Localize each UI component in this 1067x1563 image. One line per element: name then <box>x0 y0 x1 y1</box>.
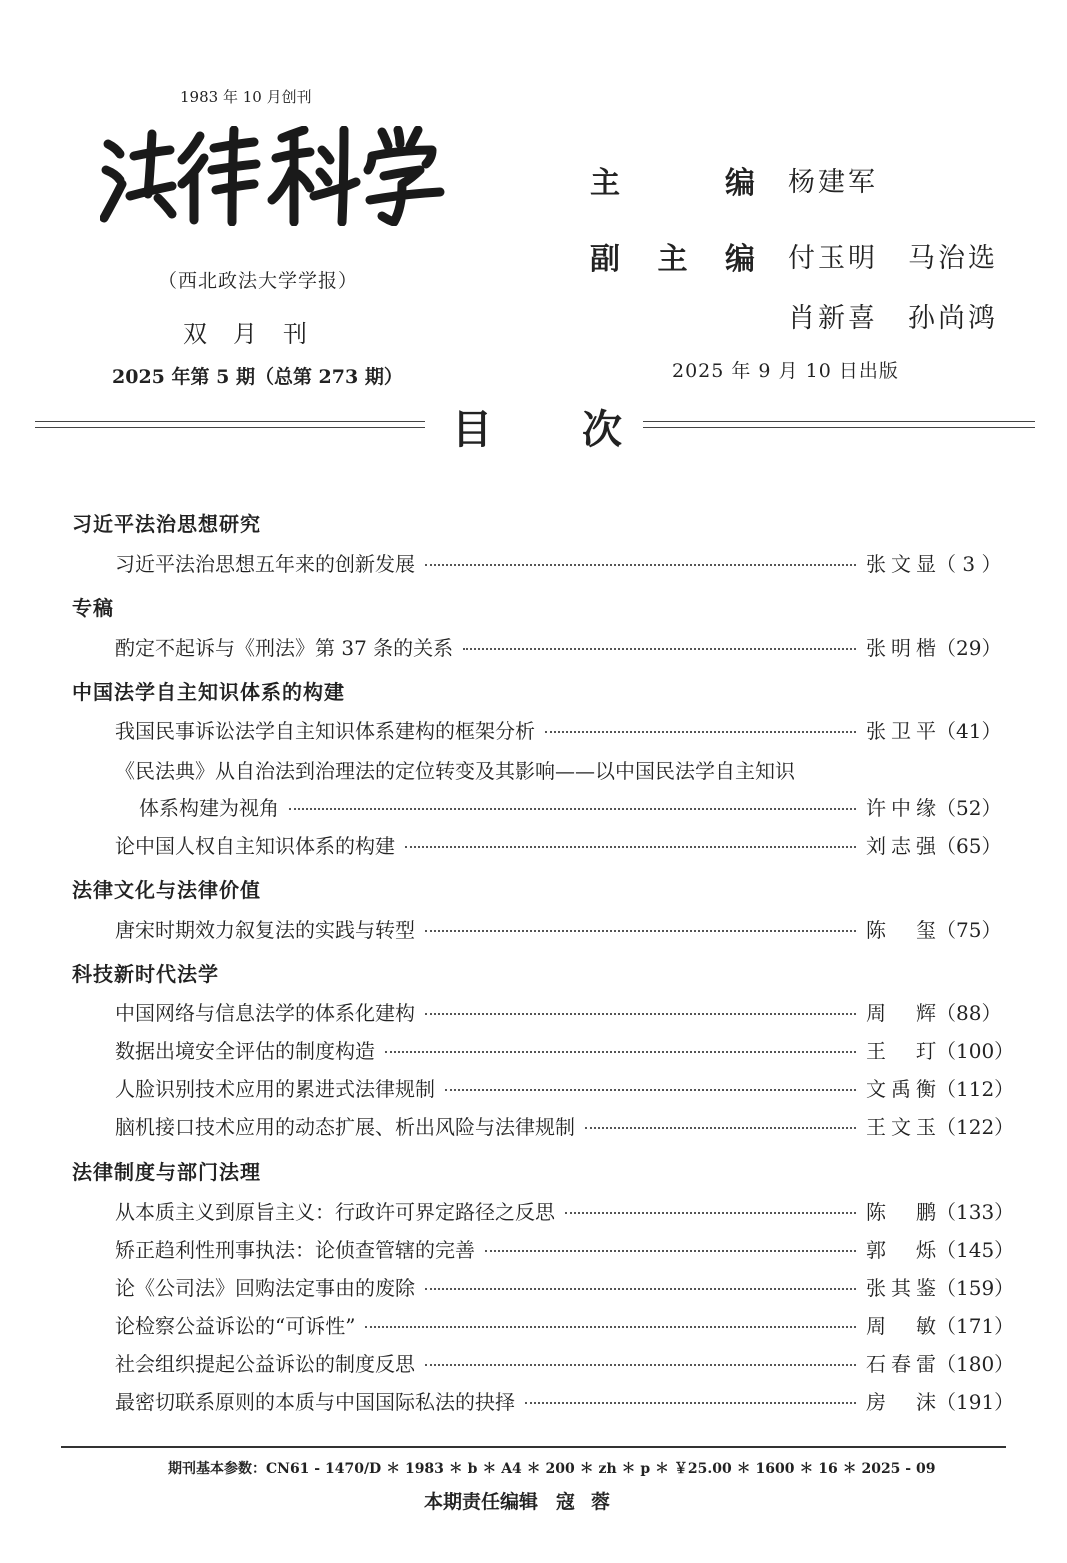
article-title: 矫正趋利性刑事执法：论侦查管辖的完善 <box>115 1237 475 1262</box>
toc-entry[interactable] <box>115 1195 1015 1225</box>
label-char: 编 <box>725 166 755 201</box>
article-author: 周 辉 <box>866 1000 936 1025</box>
leader-dots <box>463 648 856 650</box>
article-title: 从本质主义到原旨主义：行政许可界定路径之反思 <box>115 1199 555 1224</box>
label-char: 主 <box>657 242 688 277</box>
article-title: 最密切联系原则的本质与中国国际私法的抉择 <box>115 1389 515 1414</box>
double-rule-divider <box>35 421 425 428</box>
article-author: 刘志强 <box>866 833 936 858</box>
footer-divider <box>61 1446 1006 1448</box>
leader-dots <box>425 930 856 932</box>
article-author: 陈 鹏 <box>866 1199 936 1224</box>
article-author: 郭 烁 <box>866 1237 936 1262</box>
leader-dots <box>565 1212 856 1214</box>
article-page: （75） <box>936 917 1002 942</box>
article-page: （191） <box>936 1389 1015 1414</box>
double-rule-divider <box>643 421 1035 428</box>
article-title: 唐宋时期效力叙复法的实践与转型 <box>115 917 415 942</box>
founded-date: 1983 年 10 月创刊 <box>180 88 312 106</box>
toc-title-char: 次 <box>582 407 622 453</box>
article-page: （159） <box>936 1275 1015 1300</box>
toc-entry[interactable] <box>115 631 1002 661</box>
article-author: 石春雷 <box>866 1351 936 1376</box>
leader-dots <box>445 1089 856 1091</box>
toc-entry[interactable] <box>115 996 1002 1026</box>
issue-number: 2025 年第 5 期（总第 273 期） <box>112 366 403 388</box>
deputy-editor-names: 付玉明 马治选 <box>788 243 998 274</box>
leader-dots <box>405 846 856 848</box>
journal-parameters: 期刊基本参数：CN61 - 1470/D ＊ 1983 ＊ b ＊ A4 ＊ 200 ＊ zh ＊ p ＊ ￥25.00 ＊ 1600 ＊ 16 ＊ 2025 - 09 <box>168 1461 936 1477</box>
journal-subtitle: （西北政法大学学报） <box>158 270 359 292</box>
leader-dots <box>485 1250 856 1252</box>
article-author: 文禹衡 <box>866 1076 936 1101</box>
article-author: 许中缘 <box>866 795 936 820</box>
article-title: 我国民事诉讼法学自主知识体系建构的框架分析 <box>115 718 535 743</box>
article-author: 张明楷 <box>866 635 936 660</box>
leader-dots <box>425 1288 856 1290</box>
article-author: 张文显 <box>866 551 936 576</box>
toc-entry[interactable] <box>115 1233 1015 1263</box>
leader-dots <box>545 731 856 733</box>
article-author: 周 敏 <box>866 1313 936 1338</box>
label-char: 编 <box>725 242 755 277</box>
article-page: （41） <box>936 718 1002 743</box>
responsible-editor <box>424 1487 626 1514</box>
article-title: 社会组织提起公益诉讼的制度反思 <box>115 1351 415 1376</box>
toc-entry[interactable] <box>115 714 1002 744</box>
toc-title-char: 目 <box>452 407 492 453</box>
leader-dots <box>425 564 856 566</box>
article-author: 张其鉴 <box>866 1275 936 1300</box>
deputy-editor-label <box>590 234 755 278</box>
article-title: 论检察公益诉讼的“可诉性” <box>115 1313 356 1338</box>
toc-entry[interactable] <box>115 1072 1015 1102</box>
toc-section-heading: 中国法学自主知识体系的构建 <box>72 680 345 704</box>
leader-dots <box>385 1051 856 1053</box>
article-title: 习近平法治思想五年来的创新发展 <box>115 551 415 576</box>
toc-entry[interactable] <box>139 791 1002 821</box>
article-title: 酌定不起诉与《刑法》第 37 条的关系 <box>115 635 454 660</box>
toc-section-heading: 法律文化与法律价值 <box>72 878 261 902</box>
article-author: 张卫平 <box>866 718 936 743</box>
article-title: 数据出境安全评估的制度构造 <box>115 1038 375 1063</box>
article-title-line[interactable]: 《民法典》从自治法到治理法的定位转变及其影响——以中国民法学自主知识 <box>115 759 795 783</box>
article-page: （171） <box>936 1313 1015 1338</box>
chief-editor-label <box>590 158 755 202</box>
deputy-editor-names: 肖新喜 孙尚鸿 <box>788 303 998 334</box>
responsible-editor-name: 寇蓉 <box>556 1491 627 1513</box>
article-page: （ 3 ） <box>936 551 1002 576</box>
article-page: （122） <box>936 1114 1015 1139</box>
toc-section-heading: 科技新时代法学 <box>72 962 219 986</box>
toc-entry[interactable] <box>115 829 1002 859</box>
leader-dots <box>365 1326 856 1328</box>
toc-entry[interactable] <box>115 1347 1015 1377</box>
article-page: （145） <box>936 1237 1015 1262</box>
article-author: 王 玎 <box>866 1038 936 1063</box>
article-title: 论《公司法》回购法定事由的废除 <box>115 1275 415 1300</box>
toc-entry[interactable] <box>115 1271 1015 1301</box>
toc-section-heading: 专稿 <box>72 596 114 620</box>
article-page: （52） <box>936 795 1002 820</box>
article-page: （100） <box>936 1038 1015 1063</box>
toc-section-heading: 法律制度与部门法理 <box>72 1160 261 1184</box>
article-title: 论中国人权自主知识体系的构建 <box>115 833 395 858</box>
chief-editor-name: 杨建军 <box>788 167 878 198</box>
toc-entry[interactable] <box>115 1110 1015 1140</box>
calligraphy-logo-icon <box>100 126 445 226</box>
article-author: 陈 玺 <box>866 917 936 942</box>
leader-dots <box>585 1127 856 1129</box>
leader-dots <box>289 808 856 810</box>
article-page: （88） <box>936 1000 1002 1025</box>
label-char: 主 <box>590 166 620 201</box>
article-title: 脑机接口技术应用的动态扩展、析出风险与法律规制 <box>115 1114 575 1139</box>
toc-entry[interactable] <box>115 1385 1015 1415</box>
article-title: 人脸识别技术应用的累进式法律规制 <box>115 1076 435 1101</box>
leader-dots <box>425 1364 856 1366</box>
article-title: 体系构建为视角 <box>139 795 279 820</box>
article-page: （29） <box>936 635 1002 660</box>
label-char: 副 <box>590 242 620 277</box>
article-page: （112） <box>936 1076 1015 1101</box>
toc-title <box>452 398 622 455</box>
publish-date: 2025 年 9 月 10 日出版 <box>672 360 899 382</box>
journal-logo <box>100 126 445 226</box>
article-author: 房 沫 <box>866 1389 936 1414</box>
toc-section-heading: 习近平法治思想研究 <box>72 512 261 536</box>
article-page: （65） <box>936 833 1002 858</box>
toc-entry[interactable] <box>115 1309 1015 1339</box>
article-page: （133） <box>936 1199 1015 1224</box>
article-title: 中国网络与信息法学的体系化建构 <box>115 1000 415 1025</box>
publication-frequency: 双月刊 <box>183 320 333 348</box>
toc-entry[interactable] <box>115 913 1002 943</box>
article-author: 王文玉 <box>866 1114 936 1139</box>
article-page: （180） <box>936 1351 1015 1376</box>
toc-entry[interactable] <box>115 1034 1015 1064</box>
responsible-editor-label: 本期责任编辑 <box>424 1491 539 1513</box>
leader-dots <box>525 1402 856 1404</box>
leader-dots <box>425 1013 856 1015</box>
toc-entry[interactable] <box>115 547 1002 577</box>
